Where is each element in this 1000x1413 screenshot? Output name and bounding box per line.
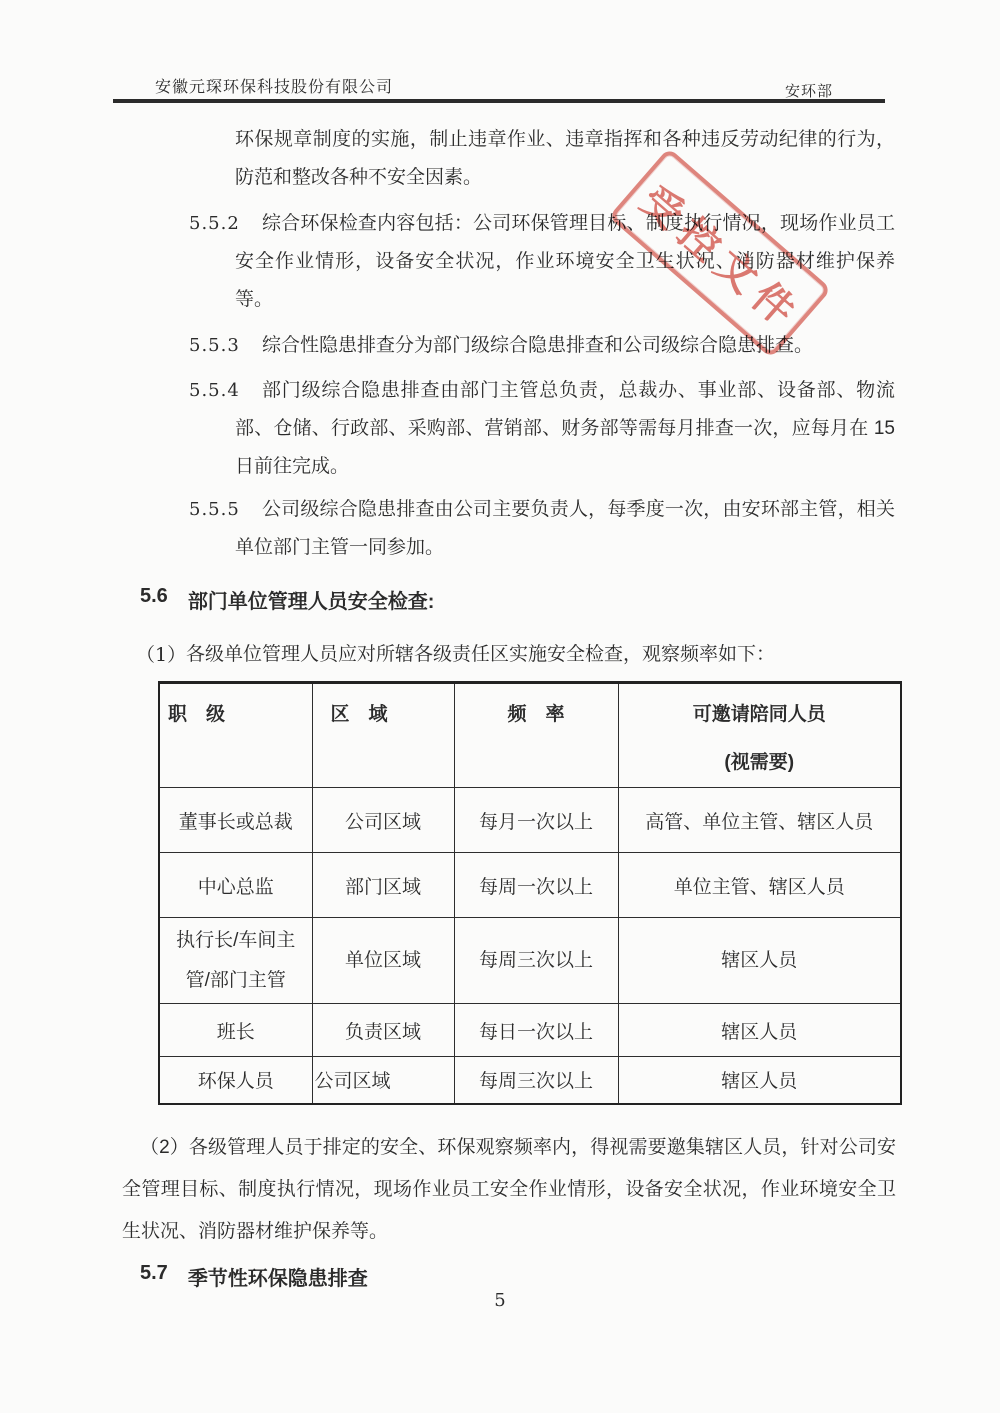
clause-5-5-4 <box>189 372 895 486</box>
controlled-document-stamp: 受控文件 <box>608 147 831 358</box>
header-department: 安环部 <box>785 83 834 100</box>
cell-area: 公司区域 <box>312 1057 454 1104</box>
clause-text: 综合性隐患排查分为部门级综合隐患排查和公司级综合隐患排查。 <box>262 335 814 356</box>
cell-rank: 环保人员 <box>159 1057 312 1104</box>
cell-area: 公司区域 <box>312 788 454 853</box>
cell-accompany: 单位主管、辖区人员 <box>618 853 901 918</box>
section-heading-5-7 <box>140 1262 368 1291</box>
cell-accompany: 辖区人员 <box>618 918 901 1004</box>
section-title: 部门单位管理人员安全检查: <box>187 591 435 613</box>
cell-rank: 执行长/车间主管/部门主管 <box>159 918 312 1004</box>
list-item-1 <box>136 636 896 674</box>
list-item-text: 各级单位管理人员应对所辖各级责任区实施安全检查，观察频率如下： <box>186 644 776 665</box>
clause-number: 5.5.5 <box>189 499 240 520</box>
cell-frequency: 每周三次以上 <box>454 918 618 1004</box>
clause-text: 综合环保检查内容包括：公司环保管理目标、制度执行情况，现场作业员工安全作业情形，设备安全状况，作业环境安全卫生状况、消防器材维护保养等。 <box>235 213 895 310</box>
list-item-number: （1） <box>136 644 187 666</box>
column-header-area: 区 域 <box>312 683 454 788</box>
column-header-accompany <box>618 683 901 788</box>
clause-number: 5.5.4 <box>189 380 240 401</box>
paragraph-continuation: 环保规章制度的实施，制止违章作业、违章指挥和各种违反劳动纪律的行为，防范和整改各种不安全因素。 <box>235 129 895 188</box>
clause-text: 部门级综合隐患排查由部门主管总负责，总裁办、事业部、设备部、物流部、仓储、行政部、采购部、营销部、财务部等需每月排查一次，应每月在 15 日前往完成。 <box>235 380 895 477</box>
inspection-frequency-table <box>158 681 902 1105</box>
cell-rank: 班长 <box>159 1004 312 1057</box>
cell-accompany: 辖区人员 <box>618 1004 901 1057</box>
cell-rank: 董事长或总裁 <box>159 788 312 853</box>
table-row <box>159 853 901 918</box>
column-header-rank: 职 级 <box>159 683 312 788</box>
header-company-name: 安徽元琛环保科技股份有限公司 <box>155 79 394 96</box>
cell-frequency: 每日一次以上 <box>454 1004 618 1057</box>
header-divider <box>113 99 885 103</box>
section-number: 5.6 <box>140 585 168 607</box>
table-row <box>159 1004 901 1057</box>
cell-area: 负责区域 <box>312 1004 454 1057</box>
cell-area: 单位区域 <box>312 918 454 1004</box>
column-header-accompany-line2: (视需要) <box>724 752 795 773</box>
paragraph-2: （2）各级管理人员于排定的安全、环保观察频率内，得视需要邀集辖区人员，针对公司安全管理目标、制度执行情况，现场作业员工安全作业情形，设备安全状况，作业环境安全卫生状况、消防器材维护保养等。 <box>122 1137 896 1242</box>
cell-frequency: 每周三次以上 <box>454 1057 618 1104</box>
cell-frequency: 每月一次以上 <box>454 788 618 853</box>
column-header-frequency: 频 率 <box>454 683 618 788</box>
column-header-accompany-line1: 可邀请陪同人员 <box>692 704 826 725</box>
cell-rank: 中心总监 <box>159 853 312 918</box>
cell-area: 部门区域 <box>312 853 454 918</box>
clause-5-5-5 <box>189 491 895 567</box>
page-number: 5 <box>494 1290 506 1311</box>
clause-5-5-3 <box>189 327 895 365</box>
table-row <box>159 788 901 853</box>
clause-text: 公司级综合隐患排查由公司主要负责人，每季度一次，由安环部主管，相关单位部门主管一同参加。 <box>235 499 895 558</box>
section-number: 5.7 <box>140 1262 168 1284</box>
section-title: 季节性环保隐患排查 <box>187 1268 368 1290</box>
clause-number: 5.5.3 <box>189 335 240 356</box>
table-row <box>159 918 901 1004</box>
clause-number: 5.5.2 <box>189 213 240 234</box>
section-heading-5-6 <box>140 585 434 614</box>
cell-accompany: 辖区人员 <box>618 1057 901 1104</box>
table-header-row <box>159 683 901 788</box>
table-row <box>159 1057 901 1104</box>
cell-accompany: 高管、单位主管、辖区人员 <box>618 788 901 853</box>
cell-frequency: 每周一次以上 <box>454 853 618 918</box>
